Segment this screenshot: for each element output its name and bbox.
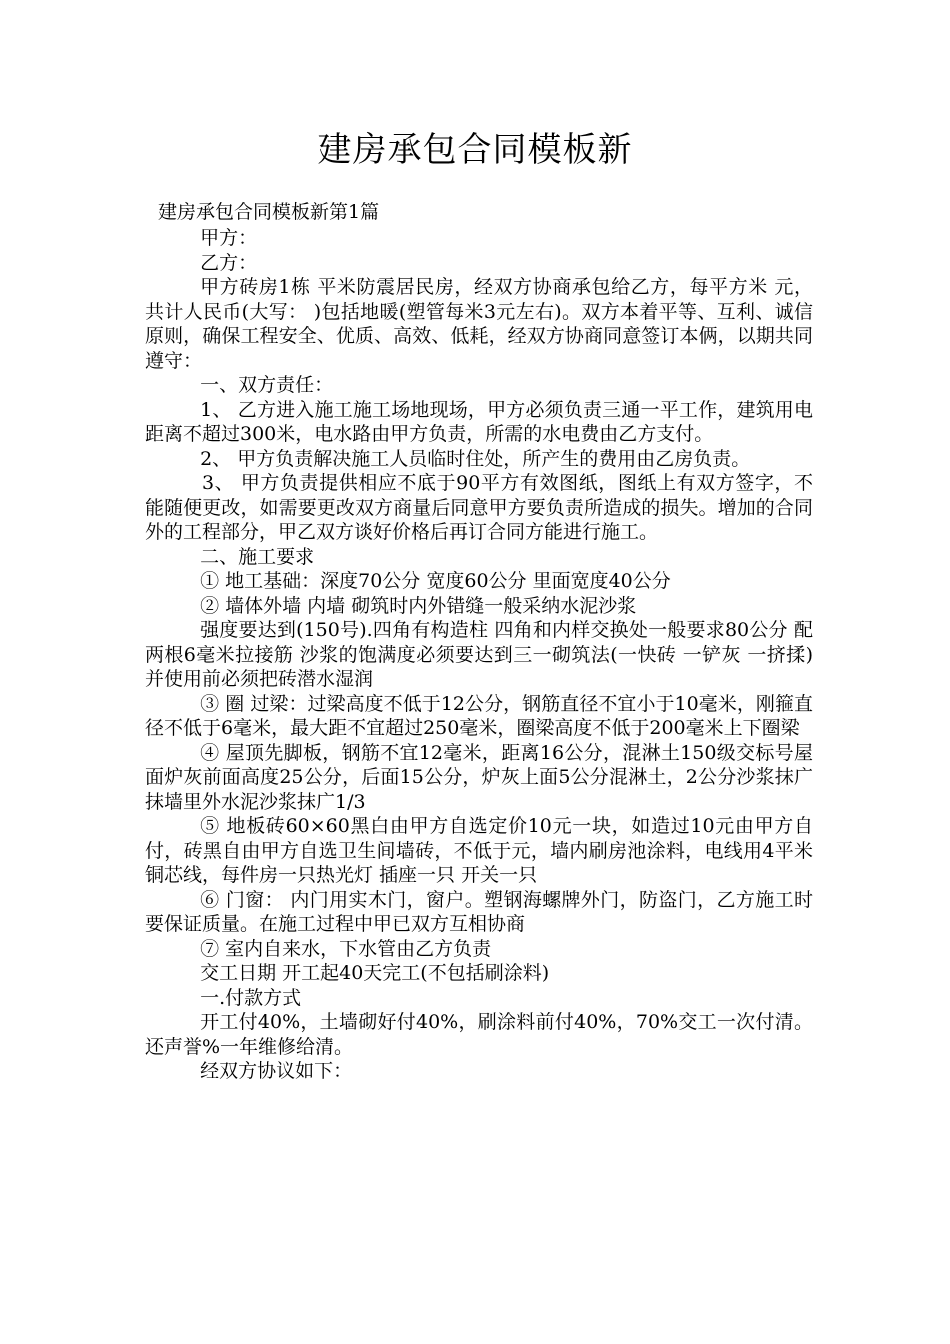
document-body [145, 226, 813, 1084]
construction-item-1: ① 地工基础：深度70公分 宽度60公分 里面宽度40公分 [200, 570, 671, 592]
section-heading-payment: 一.付款方式 [200, 986, 302, 1009]
construction-item-2-detail: 强度要达到(150号).四角有构造柱 四角和内样交换处一般要求80公分 配两根6毫米拉接筋 沙浆的饱满度必须要达到三一砌筑法(一快砖 一铲灰 一挤揉)并使用前必须把砖潜水湿润 [145, 619, 813, 690]
document-title: 建房承包合同模板新 [317, 130, 633, 170]
construction-item-5: ⑤ 地板砖60×60黑白由甲方自选定价10元一块，如造过10元由甲方自付，砖黑自由甲方自选卫生间墙砖，不低于元，墙内刷房池涂料，电线用4平米铜芯线，每件房一只热光灯 插座一只 开关一只 [145, 815, 813, 886]
agreement-lead-line: 经双方协议如下： [200, 1060, 353, 1082]
document-subtitle: 建房承包合同模板新第1篇 [158, 201, 380, 223]
responsibility-item-2: 2、 甲方负责解决施工人员临时住处，所产生的费用由乙房负责。 [200, 447, 751, 470]
payment-terms-paragraph: 开工付40%，土墙砌好付40%，刷涂料前付40%，70%交工一次付清。还声誉%一年维修给清。 [145, 1011, 813, 1058]
construction-item-4: ④ 屋顶先脚板，钢筋不宜12毫米，距离16公分，混淋土150级交标号屋面炉灰前面高度25公分，后面15公分，炉灰上面5公分混淋土，2公分沙浆抹广 抹墙里外水泥沙浆抹广1/3 [145, 741, 813, 813]
contract-intro-paragraph: 甲方砖房1栋 平米防震居民房，经双方协商承包给乙方，每平方米 元，共计人民币(大写： )包括地暖(塑管每米3元左右)。双方本着平等、互利、诚信原则，确保工程安全、优质、高效、低耗，经双方协商同意签订本俩，以期共同遵守： [145, 276, 813, 372]
party-a-line: 甲方： [200, 227, 258, 249]
responsibility-item-1: 1、 乙方进入施工施工场地现场，甲方必须负责三通一平工作，建筑用电距离不超过300米，电水路由甲方负责，所需的水电费由乙方支付。 [145, 398, 813, 445]
responsibility-item-3: 3、 甲方负责提供相应不底于90平方有效图纸，图纸上有双方签字，不能随便更改，如需要更改双方商量后同意甲方要负责所造成的损失。增加的合同外的工程部分，甲乙双方谈好价格后再订合同方能进行施工。 [145, 472, 813, 543]
construction-item-2: ② 墙体外墙 内墙 砌筑时内外错缝一般采纳水泥沙浆 [200, 594, 637, 617]
construction-item-6: ⑥ 门窗： 内门用实木门，窗户。塑钢海螺牌外门，防盗门，乙方施工时要保证质量。在施工过程中甲已双方互相协商 [145, 888, 813, 935]
construction-item-3: ③ 圈 过梁：过梁高度不低于12公分，钢筋直径不宜小于10毫米，刚箍直径不低于6毫米，最大距不宜超过250毫米，圈梁高度不低于200毫米上下圈梁 [145, 692, 813, 739]
completion-date-line: 交工日期 开工起40天完工(不包括刷涂料) [200, 962, 550, 984]
section-heading-responsibilities: 一、双方责任： [200, 374, 334, 396]
party-b-line: 乙方： [200, 251, 258, 274]
construction-item-7: ⑦ 室内自来水，下水管由乙方负责 [200, 937, 492, 960]
section-heading-construction: 二、施工要求 [200, 545, 315, 568]
